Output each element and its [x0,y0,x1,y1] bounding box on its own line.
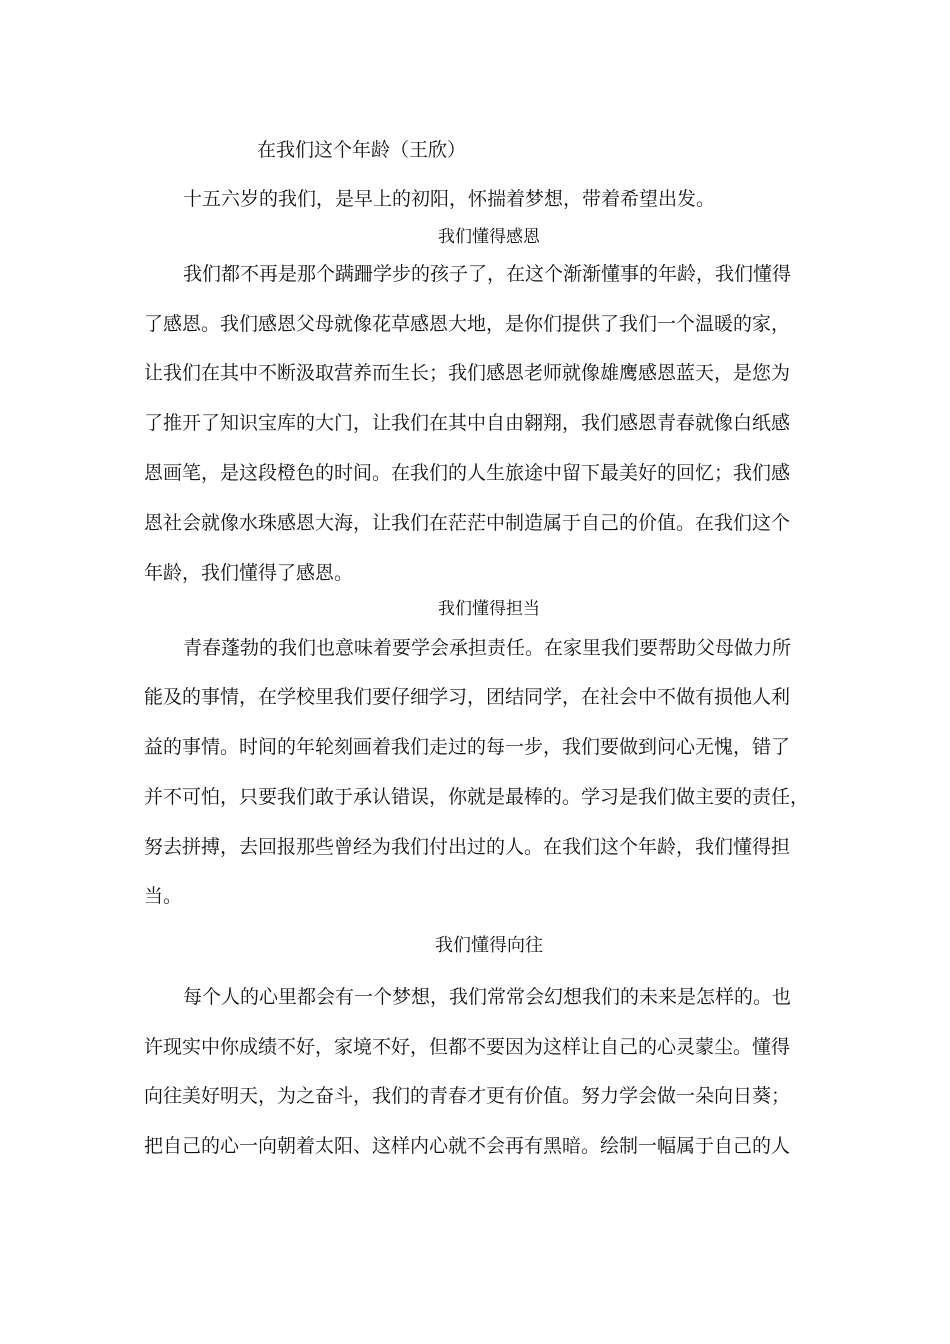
section-heading-responsibility: 我们懂得担当 [438,599,540,619]
paragraph-line: 了推开了知识宝库的大门，让我们在其中自由翱翔，我们感恩青春就像白纸感 [144,412,791,434]
paragraph-line: 益的事情。时间的年轮刻画着我们走过的每一步，我们要做到问心无愧，错了 [144,736,791,758]
paragraph-line: 让我们在其中不断汲取营养而生长；我们感恩老师就像雄鹰感恩蓝天，是您为 [144,362,791,384]
paragraph-line: 青春蓬勃的我们也意味着要学会承担责任。在家里我们要帮助父母做力所 [183,637,792,659]
paragraph-line: 了感恩。我们感恩父母就像花草感恩大地，是你们提供了我们一个温暖的家， [144,313,791,335]
paragraph-line: 当。 [144,885,183,907]
section-heading-aspiration: 我们懂得向往 [435,935,543,956]
paragraph-line: 恩画笔，是这段橙色的时间。在我们的人生旅途中留下最美好的回忆；我们感 [144,462,791,484]
paragraph-line: 并不可怕，只要我们敢于承认错误，你就是最棒的。学习是我们做主要的责任， [144,786,810,808]
paragraph-line: 向往美好明天，为之奋斗，我们的青春才更有价值。努力学会做一朵向日葵； [144,1085,791,1107]
paragraph-line: 把自己的心一向朝着太阳、这样内心就不会再有黑暗。绘制一幅属于自己的人 [144,1135,791,1157]
section-heading-gratitude: 我们懂得感恩 [438,227,540,247]
paragraph-line: 许现实中你成绩不好，家境不好，但都不要因为这样让自己的心灵蒙尘。懂得 [144,1036,791,1058]
paragraph-line: 恩社会就像水珠感恩大海，让我们在茫茫中制造属于自己的价值。在我们这个 [144,512,791,534]
paragraph-line: 能及的事情，在学校里我们要仔细学习，团结同学，在社会中不做有损他人利 [144,686,791,708]
paragraph-line: 努去拼搏，去回报那些曾经为我们付出过的人。在我们这个年龄，我们懂得担 [144,836,791,858]
paragraph-line: 年龄，我们懂得了感恩。 [144,562,354,584]
document-title: 在我们这个年龄（王欣） [257,139,467,161]
paragraph-line: 我们都不再是那个蹒跚学步的孩子了，在这个渐渐懂事的年龄，我们懂得 [183,263,792,285]
intro-paragraph: 十五六岁的我们，是早上的初阳，怀揣着梦想，带着希望出发。 [183,188,716,210]
paragraph-line: 每个人的心里都会有一个梦想，我们常常会幻想我们的未来是怎样的。也 [183,986,792,1008]
